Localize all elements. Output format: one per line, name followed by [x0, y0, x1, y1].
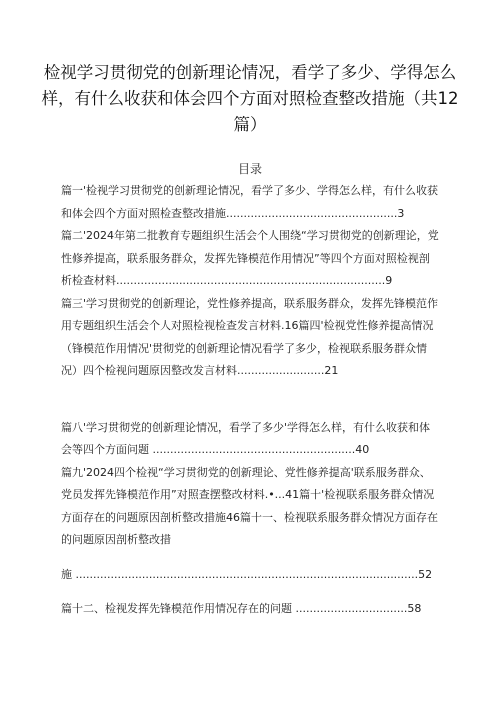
toc-entry: 篇一'检视学习贯彻党的创新理论情况，看学了多少、学得怎么样，有什么收获和体会四个方面对照检查整改措施.................................................3 — [61, 184, 439, 220]
toc-entry: 篇三'学习贯彻党的创新理论，党性修养提高，联系服务群众，发挥先锋模范作用专题组织生活会个人对照检视检查发言材料.16篇四'检视党性修养提高情况（锋模范作用情况'贯彻党的创新理论情况看学了多少，检视联系服务群众情况）四个检视问题原因整改发言材料.........................21 — [61, 296, 439, 377]
section-spacer — [61, 383, 440, 417]
section-spacer — [61, 586, 440, 598]
table-of-contents — [61, 180, 440, 621]
section-spacer — [61, 552, 440, 564]
toc-entry: 篇八'学习贯彻党的创新理论情况，看学了多少'学得怎么样，有什么收获和体会等四个方面问题 ..........................................................40 — [61, 420, 431, 456]
toc-entry: 施 ..................................................................................................52 — [61, 567, 433, 581]
toc-entry: 篇二'2024年第二批教育专题组织生活会个人围绕“学习贯彻党的创新理论，党性修养提高，联系服务群众，发挥先锋模范作用情况”等四个方面对照检视剖析检查材料.............................................................................9 — [61, 229, 439, 287]
toc-heading: 目录 — [237, 162, 262, 176]
document-title: 检视学习贯彻党的创新理论情况，看学了多少、学得怎么样，有什么收获和体会四个方面对照检查整改措施（共12篇） — [41, 63, 459, 134]
toc-entry: 篇十二、检视发挥先锋模范作用情况存在的问题 ................................58 — [61, 602, 422, 615]
toc-entry: 篇九'2024四个检视“学习贯彻党的创新理论、党性修养提高'联系服务群众、党员发挥先锋模范作用”对照查摆整改材料.•...41篇十'检视联系服务群众情况方面存在的问题原因剖析整改措施46篇十一、检视联系服务群众情况方面存在的问题原因剖析整改措 — [61, 465, 438, 546]
